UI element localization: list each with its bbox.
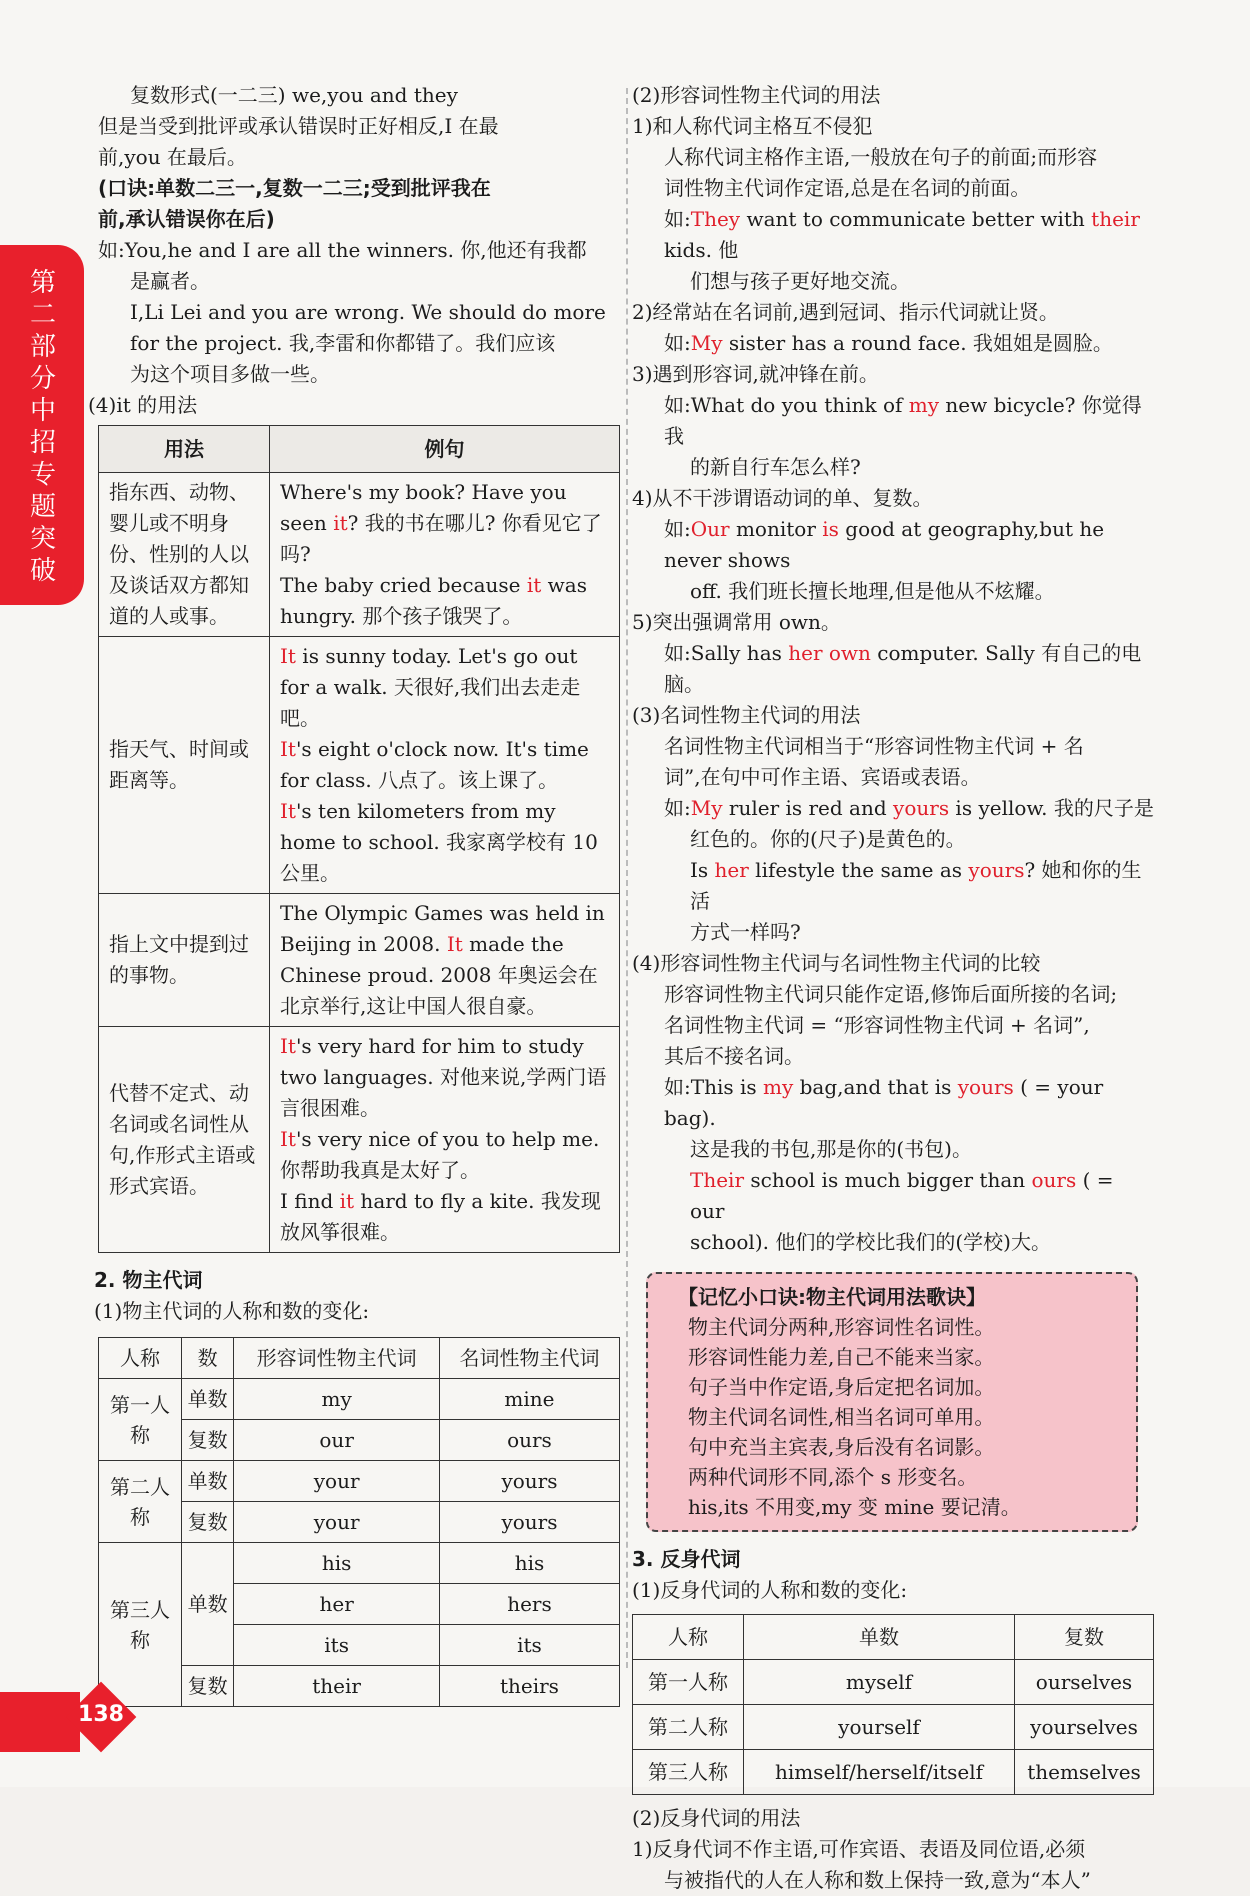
text-line: 词”,在句中可作主语、宾语或表语。 xyxy=(664,765,981,789)
memo-line: 形容词性能力差,自己不能来当家。 xyxy=(688,1345,995,1369)
adj-pronoun-cell: your xyxy=(234,1461,440,1502)
singular-cell: himself/herself/itself xyxy=(744,1750,1015,1795)
text-line: 形容词性物主代词只能作定语,修饰后面所接的名词; xyxy=(664,982,1118,1006)
person-cell: 第二人称 xyxy=(633,1705,744,1750)
memo-line: 两种代词形不同,添个 s 形变名。 xyxy=(688,1465,978,1489)
noun-pronoun-cell: its xyxy=(439,1625,619,1666)
person-cell: 第三人称 xyxy=(99,1543,182,1707)
table-header: 数 xyxy=(182,1338,234,1379)
table-row xyxy=(99,637,620,894)
number-cell: 单数 xyxy=(182,1543,234,1666)
reflexive-pronoun-table xyxy=(632,1614,1154,1795)
plural-cell: themselves xyxy=(1015,1750,1154,1795)
subsection-heading: (1)反身代词的人称和数的变化: xyxy=(632,1578,908,1602)
example-line: 如:My ruler is red and yours is yellow. 我的尺子是 xyxy=(664,796,1154,820)
example-line: 这是我的书包,那是你的(书包)。 xyxy=(690,1137,972,1161)
page-number-badge xyxy=(62,1688,144,1748)
rule-line: 5)突出强调常用 own。 xyxy=(632,610,841,634)
rule-line: 2)经常站在名词前,遇到冠词、指示代词就让贤。 xyxy=(632,300,1059,324)
left-column xyxy=(88,80,620,1707)
number-cell: 单数 xyxy=(182,1379,234,1420)
text-line: 人称代词主格作主语,一般放在句子的前面;而形容 xyxy=(664,145,1098,169)
subsection-heading: (4)形容词性物主代词与名词性物主代词的比较 xyxy=(632,951,1041,975)
adj-pronoun-cell: their xyxy=(234,1666,440,1707)
usage-cell: 指天气、时间或距离等。 xyxy=(99,637,270,894)
example-line: 如:This is my bag,and that is yours ( = your bag). xyxy=(664,1075,1104,1130)
table-header: 名词性物主代词 xyxy=(439,1338,619,1379)
example-line: 的新自行车怎么样? xyxy=(690,455,861,479)
example-line: 如:Our monitor is good at geography,but he never shows xyxy=(664,517,1105,572)
subsection-heading: (2)形容词性物主代词的用法 xyxy=(632,83,881,107)
table-row xyxy=(633,1705,1154,1750)
example-line: 如:They want to communicate better with their kids. 他 xyxy=(664,207,1140,262)
person-cell: 第一人称 xyxy=(99,1379,182,1461)
adj-pronoun-cell: his xyxy=(234,1543,440,1584)
usage-cell: 指上文中提到过的事物。 xyxy=(99,894,270,1027)
subsection-heading: (2)反身代词的用法 xyxy=(632,1806,801,1830)
example-line: off. 我们班长擅长地理,但是他从不炫耀。 xyxy=(690,579,1055,603)
adj-pronoun-cell: its xyxy=(234,1625,440,1666)
noun-pronoun-cell: hers xyxy=(439,1584,619,1625)
text-line: 名词性物主代词相当于“形容词性物主代词 + 名 xyxy=(664,734,1084,758)
example-cell: It's very hard for him to study two languages. 对他来说,学两门语言很困难。 It's very nice of you to help me. 你帮助我真是太好了。 I find it hard to fly a kite. 我发现放风筝很难。 xyxy=(270,1027,620,1253)
example-line: Is her lifestyle the same as yours? 她和你的生活 xyxy=(690,858,1142,913)
noun-pronoun-cell: yours xyxy=(439,1461,619,1502)
example-cell: It is sunny today. Let's go out for a walk. 天很好,我们出去走走吧。 It's eight o'clock now. It's time for class. 八点了。该上课了。 It's ten kilometers from my home to school. 我家离学校有 10 公里。 xyxy=(270,637,620,894)
table-header: 例句 xyxy=(270,426,620,473)
memo-line: 物主代词名词性,相当名词可单用。 xyxy=(688,1405,995,1429)
column-divider xyxy=(626,88,628,1668)
section-heading: 3. 反身代词 xyxy=(632,1547,741,1571)
subsection-heading: (3)名词性物主代词的用法 xyxy=(632,703,861,727)
noun-pronoun-cell: yours xyxy=(439,1502,619,1543)
memo-line: 句中充当主宾表,身后没有名词影。 xyxy=(688,1435,995,1459)
right-column xyxy=(632,80,1154,1896)
text-line: 但是当受到批评或承认错误时正好相反,I 在最 xyxy=(98,114,499,138)
number-cell: 复数 xyxy=(182,1420,234,1461)
table-row xyxy=(99,1461,620,1502)
adj-pronoun-cell: her xyxy=(234,1584,440,1625)
text-line: 词性物主代词作定语,总是在名词的前面。 xyxy=(664,176,1031,200)
example-line: 们想与孩子更好地交流。 xyxy=(690,269,910,293)
side-tab-text: 第二部分 中招专题突破 xyxy=(29,268,56,586)
plural-cell: yourselves xyxy=(1015,1705,1154,1750)
example-line: 方式一样吗? xyxy=(690,920,801,944)
usage-cell: 指东西、动物、婴儿或不明身份、性别的人以及谈话双方都知道的人或事。 xyxy=(99,473,270,637)
possessive-pronoun-table xyxy=(98,1337,620,1707)
rule-line: 4)从不干涉谓语动词的单、复数。 xyxy=(632,486,933,510)
number-cell: 单数 xyxy=(182,1461,234,1502)
text-line: 名词性物主代词 = “形容词性物主代词 + 名词”, xyxy=(664,1013,1090,1037)
example-line: 如:What do you think of my new bicycle? 你觉得我 xyxy=(664,393,1142,448)
noun-pronoun-cell: his xyxy=(439,1543,619,1584)
adj-pronoun-cell: my xyxy=(234,1379,440,1420)
example-line: 是赢者。 xyxy=(130,269,210,293)
table-header: 形容词性物主代词 xyxy=(234,1338,440,1379)
example-cell: Where's my book? Have you seen it? 我的书在哪儿? 你看见它了吗? The baby cried because it was hungry. 那个孩子饿哭了。 xyxy=(270,473,620,637)
person-cell: 第一人称 xyxy=(633,1660,744,1705)
table-row xyxy=(99,1543,620,1584)
mnemonic-line: 前,承认错误你在后) xyxy=(98,207,275,231)
usage-cell: 代替不定式、动名词或名词性从句,作形式主语或形式宾语。 xyxy=(99,1027,270,1253)
person-cell: 第三人称 xyxy=(633,1750,744,1795)
table-header: 复数 xyxy=(1015,1615,1154,1660)
adj-pronoun-cell: our xyxy=(234,1420,440,1461)
singular-cell: yourself xyxy=(744,1705,1015,1750)
example-line: I,Li Lei and you are wrong. We should do more xyxy=(130,300,606,324)
table-header: 人称 xyxy=(99,1338,182,1379)
noun-pronoun-cell: theirs xyxy=(439,1666,619,1707)
adj-pronoun-cell: your xyxy=(234,1502,440,1543)
rule-line: 3)遇到形容词,就冲锋在前。 xyxy=(632,362,879,386)
noun-pronoun-cell: ours xyxy=(439,1420,619,1461)
table-row xyxy=(99,894,620,1027)
section-heading: 2. 物主代词 xyxy=(94,1268,203,1292)
memo-title: 【记忆小口诀:物主代词用法歌诀】 xyxy=(678,1285,986,1309)
table-row xyxy=(633,1750,1154,1795)
table-row xyxy=(99,473,620,637)
singular-cell: myself xyxy=(744,1660,1015,1705)
memo-line: 物主代词分两种,形容词性名词性。 xyxy=(688,1315,995,1339)
text-line: 其后不接名词。 xyxy=(664,1044,804,1068)
text-line: 前,you 在最后。 xyxy=(98,145,247,169)
it-usage-table xyxy=(98,425,620,1253)
mnemonic-line: (口诀:单数二三一,复数一二三;受到批评我在 xyxy=(98,176,491,200)
table-header: 人称 xyxy=(633,1615,744,1660)
table-header: 用法 xyxy=(99,426,270,473)
page-number: 138 xyxy=(78,1702,124,1727)
table-row xyxy=(99,1027,620,1253)
text-line: 与被指代的人在人称和数上保持一致,意为“本人” xyxy=(664,1868,1091,1892)
memory-rhyme-box xyxy=(646,1272,1138,1532)
table-header: 单数 xyxy=(744,1615,1015,1660)
number-cell: 复数 xyxy=(182,1502,234,1543)
example-line: 为这个项目多做一些。 xyxy=(130,362,330,386)
plural-cell: ourselves xyxy=(1015,1660,1154,1705)
person-cell: 第二人称 xyxy=(99,1461,182,1543)
rule-line: 1)和人称代词主格互不侵犯 xyxy=(632,114,873,138)
number-cell: 复数 xyxy=(182,1666,234,1707)
memo-line: his,its 不用变,my 变 mine 要记清。 xyxy=(688,1495,1021,1519)
table-row xyxy=(633,1660,1154,1705)
example-line: for the project. 我,李雷和你都错了。我们应该 xyxy=(130,331,556,355)
example-cell: The Olympic Games was held in Beijing in 2008. It made the Chinese proud. 2008 年奥运会在北京举行,这让中国人很自豪。 xyxy=(270,894,620,1027)
example-line: 如:You,he and I are all the winners. 你,他还有我都 xyxy=(98,238,587,262)
example-line: school). 他们的学校比我们的(学校)大。 xyxy=(690,1230,1051,1254)
memo-line: 句子当中作定语,身后定把名词加。 xyxy=(688,1375,995,1399)
section-side-tab xyxy=(0,245,84,605)
table-row xyxy=(99,1379,620,1420)
subsection-heading: (1)物主代词的人称和数的变化: xyxy=(94,1299,370,1323)
noun-pronoun-cell: mine xyxy=(439,1379,619,1420)
text-line: 复数形式(一二三) we,you and they xyxy=(130,83,458,107)
rule-line: 1)反身代词不作主语,可作宾语、表语及同位语,必须 xyxy=(632,1837,1086,1861)
example-line: 如:My sister has a round face. 我姐姐是圆脸。 xyxy=(664,331,1113,355)
example-line: Their school is much bigger than ours ( = our xyxy=(690,1168,1114,1223)
subsection-heading: (4)it 的用法 xyxy=(88,393,198,417)
example-line: 红色的。你的(尺子)是黄色的。 xyxy=(690,827,966,851)
example-line: 如:Sally has her own computer. Sally 有自己的电脑。 xyxy=(664,641,1142,696)
